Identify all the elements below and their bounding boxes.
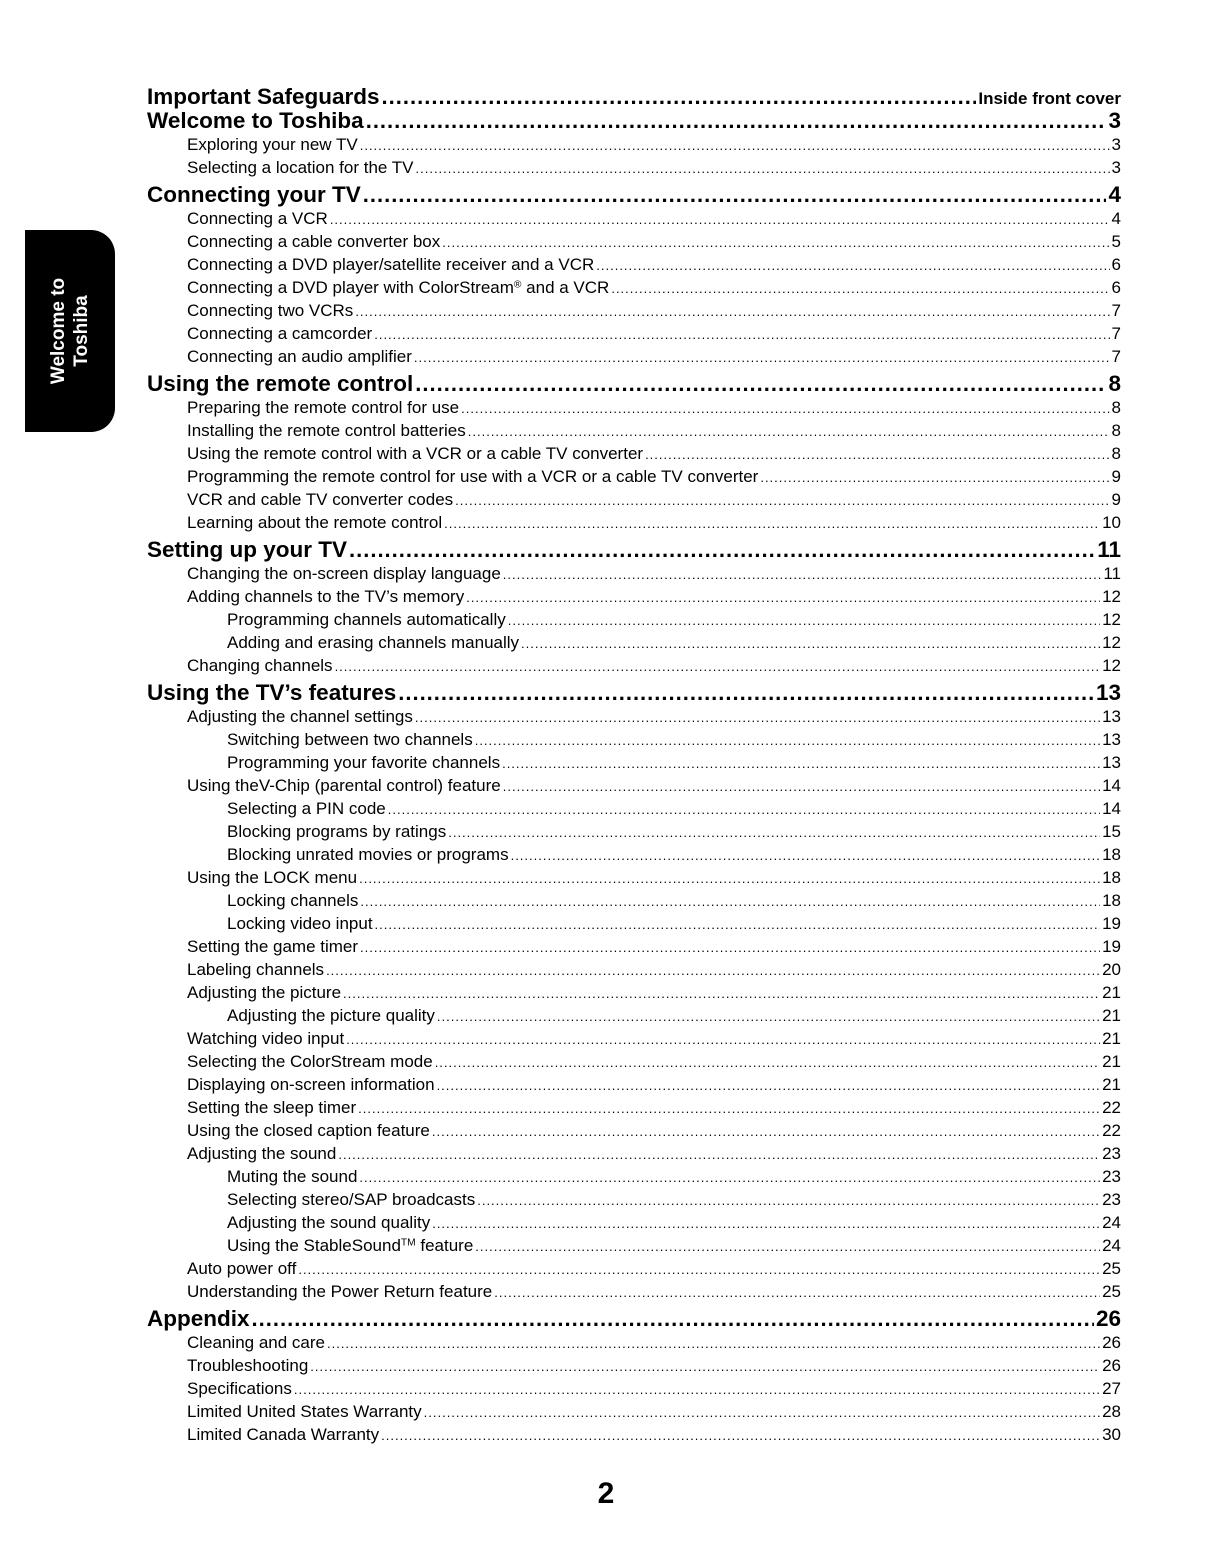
toc-leader-dots <box>475 1235 1100 1258</box>
toc-section-page: 8 <box>1108 371 1121 396</box>
toc-entry-title <box>227 843 509 866</box>
side-tab-line-2: Toshiba <box>71 295 92 367</box>
toc-entry-title <box>187 1050 433 1073</box>
toc-entry-title <box>187 253 594 276</box>
toc-entry-limited-united-states-warranty[interactable] <box>147 1400 1121 1423</box>
toc-entry-setting-the-sleep-timer[interactable] <box>147 1096 1121 1119</box>
toc-entry-title <box>187 511 442 534</box>
toc-entry-connecting-an-audio-amplifier[interactable] <box>147 345 1121 368</box>
toc-entry-title-text: Labeling channels <box>187 960 325 979</box>
toc-entry-title-text: Selecting a location for the TV <box>187 158 414 177</box>
toc-leader-dots <box>363 183 1107 206</box>
toc-entry-selecting-a-location-for-the-tv[interactable] <box>147 156 1121 179</box>
toc-entry-installing-the-remote-control-batteries[interactable] <box>147 419 1121 442</box>
toc-entry-title <box>187 1119 430 1142</box>
toc-leader-dots <box>442 231 1109 254</box>
toc-entry-title-text: Blocking programs by ratings <box>227 822 447 841</box>
toc-entry-title-text: Connecting two VCRs <box>187 301 354 320</box>
toc-leader-dots <box>511 844 1101 867</box>
table-of-contents <box>147 85 1121 1446</box>
toc-entry-page: 6 <box>1111 278 1121 297</box>
toc-entry-page: 12 <box>1102 610 1121 629</box>
toc-entry-title <box>227 751 500 774</box>
toc-entry-page: 4 <box>1111 209 1121 228</box>
toc-leader-dots <box>415 372 1106 395</box>
toc-entry-muting-the-sound[interactable] <box>147 1165 1121 1188</box>
toc-entry-page: 15 <box>1102 822 1121 841</box>
toc-entry-title-text: Adjusting the sound quality <box>227 1213 431 1232</box>
toc-entry-connecting-a-dvd-player-with-colorstream-and-a-vcr[interactable] <box>147 276 1121 299</box>
toc-entry-title <box>187 1257 296 1280</box>
toc-entry-adjusting-the-sound-quality[interactable] <box>147 1211 1121 1234</box>
toc-entry-limited-canada-warranty[interactable] <box>147 1423 1121 1446</box>
toc-entry-title-text: Setting the game timer <box>187 937 359 956</box>
toc-leader-dots <box>358 1097 1100 1120</box>
toc-entry-page: 24 <box>1102 1236 1121 1255</box>
toc-entry-title-text: Connecting a VCR <box>187 209 328 228</box>
toc-entry-selecting-the-colorstream-mode[interactable] <box>147 1050 1121 1073</box>
toc-entry-title-text: Limited United States Warranty <box>187 1402 422 1421</box>
toc-entry-title-text: Switching between two channels <box>227 730 473 749</box>
toc-entry-title <box>227 912 373 935</box>
toc-entry-page: 3 <box>1111 158 1121 177</box>
toc-entry-page: 24 <box>1102 1213 1121 1232</box>
toc-leader-dots <box>343 982 1100 1005</box>
toc-leader-dots <box>375 913 1101 936</box>
toc-entry-title <box>187 465 758 488</box>
toc-entry-blocking-unrated-movies-or-programs[interactable] <box>147 843 1121 866</box>
toc-entry-title-text: Programming the remote control for use with a VCR or a cable TV converter <box>187 467 759 486</box>
toc-entry-exploring-your-new-tv[interactable] <box>147 133 1121 156</box>
toc-entry-title <box>187 396 459 419</box>
toc-section-using-the-tv-s-features[interactable] <box>147 681 1121 705</box>
toc-entry-title <box>187 322 372 345</box>
toc-section-page: Inside front cover <box>978 89 1121 108</box>
toc-section-setting-up-your-tv[interactable] <box>147 538 1121 562</box>
toc-entry-title <box>227 631 519 654</box>
toc-leader-dots <box>327 1332 1100 1355</box>
toc-entry-page: 14 <box>1102 799 1121 818</box>
toc-entry-title <box>187 442 643 465</box>
toc-entry-page: 21 <box>1102 1029 1121 1048</box>
toc-entry-title-text: Adjusting the channel settings <box>187 707 413 726</box>
toc-entry-title <box>187 276 609 299</box>
toc-entry-page: 21 <box>1102 1075 1121 1094</box>
toc-leader-dots <box>503 775 1100 798</box>
toc-entry-page: 10 <box>1102 513 1121 532</box>
toc-entry-title-text: Using the remote control with a VCR or a cable TV converter <box>187 444 644 463</box>
toc-entry-page: 12 <box>1102 633 1121 652</box>
toc-entry-page: 13 <box>1102 753 1121 772</box>
toc-entry-title-text: Installing the remote control batteries <box>187 421 466 440</box>
toc-section-page: 4 <box>1108 182 1121 207</box>
page-number: 2 <box>597 1477 615 1510</box>
toc-leader-dots <box>359 1166 1100 1189</box>
toc-leader-dots <box>760 466 1109 489</box>
side-tab-line-1: Welcome to <box>48 277 69 385</box>
toc-entry-superscript: ® <box>513 279 522 291</box>
toc-entry-title-text: Changing channels <box>187 656 333 675</box>
toc-entry-page: 20 <box>1102 960 1121 979</box>
toc-leader-dots <box>330 208 1110 231</box>
toc-entry-title <box>187 488 453 511</box>
toc-entry-title-text: Blocking unrated movies or programs <box>227 845 509 864</box>
toc-entry-title-text: Connecting a DVD player with ColorStream <box>187 278 514 297</box>
toc-entry-title-text: Learning about the remote control <box>187 513 443 532</box>
toc-entry-page: 25 <box>1102 1259 1121 1278</box>
toc-section-title: Setting up your TV <box>147 537 347 562</box>
toc-entry-title-rest: feature <box>415 1236 474 1255</box>
toc-entry-page: 8 <box>1111 398 1121 417</box>
toc-entry-locking-channels[interactable] <box>147 889 1121 912</box>
toc-entry-page: 23 <box>1102 1190 1121 1209</box>
toc-leader-dots <box>335 655 1101 678</box>
toc-entry-title-text: Exploring your new TV <box>187 135 358 154</box>
toc-leader-dots <box>502 752 1100 775</box>
toc-entry-title-text: Changing the on-screen display language <box>187 564 501 583</box>
toc-entry-connecting-two-vcrs[interactable] <box>147 299 1121 322</box>
toc-entry-adjusting-the-picture-quality[interactable] <box>147 1004 1121 1027</box>
toc-section-title: Welcome to Toshiba <box>147 108 364 133</box>
toc-leader-dots <box>503 563 1102 586</box>
toc-entry-title-text: Connecting a cable converter box <box>187 232 441 251</box>
toc-leader-dots <box>611 277 1109 300</box>
toc-entry-page: 7 <box>1111 301 1121 320</box>
toc-leader-dots <box>346 1028 1100 1051</box>
side-tab-label <box>47 278 93 384</box>
toc-entry-title-text: Adjusting the picture quality <box>227 1006 435 1025</box>
toc-entry-troubleshooting[interactable] <box>147 1354 1121 1377</box>
toc-leader-dots <box>381 1424 1100 1447</box>
toc-entry-title <box>227 1188 475 1211</box>
toc-leader-dots <box>398 681 1094 704</box>
toc-entry-page: 9 <box>1111 467 1121 486</box>
toc-entry-connecting-a-vcr[interactable] <box>147 207 1121 230</box>
toc-entry-title <box>187 1142 336 1165</box>
toc-entry-title <box>187 230 440 253</box>
toc-entry-connecting-a-cable-converter-box[interactable] <box>147 230 1121 253</box>
toc-entry-title <box>187 1096 356 1119</box>
toc-entry-title <box>187 1280 492 1303</box>
toc-leader-dots <box>466 586 1100 609</box>
toc-section-title: Connecting your TV <box>147 182 361 207</box>
toc-entry-page: 8 <box>1111 421 1121 440</box>
toc-entry-title <box>227 797 386 820</box>
toc-entry-title-text: Adjusting the picture <box>187 983 342 1002</box>
toc-entry-title-text: Setting the sleep timer <box>187 1098 357 1117</box>
toc-entry-title <box>227 820 446 843</box>
toc-leader-dots <box>414 346 1110 369</box>
toc-section-title: Using the remote control <box>147 371 414 396</box>
toc-leader-dots <box>477 1189 1100 1212</box>
toc-entry-adding-channels-to-the-tv-s-memory[interactable] <box>147 585 1121 608</box>
toc-entry-page: 13 <box>1102 730 1121 749</box>
toc-leader-dots <box>521 632 1100 655</box>
toc-leader-dots <box>432 1120 1100 1143</box>
toc-leader-dots <box>360 936 1100 959</box>
toc-entry-title-text: Using the LOCK menu <box>187 868 358 887</box>
toc-entry-page: 11 <box>1103 564 1121 583</box>
toc-entry-selecting-a-pin-code[interactable] <box>147 797 1121 820</box>
toc-entry-changing-the-on-screen-display-language[interactable] <box>147 562 1121 585</box>
toc-entry-title <box>187 1423 379 1446</box>
toc-entry-title <box>187 958 324 981</box>
toc-entry-page: 19 <box>1102 937 1121 956</box>
toc-entry-page: 22 <box>1102 1121 1121 1140</box>
toc-entry-title-text: Understanding the Power Return feature <box>187 1282 493 1301</box>
toc-entry-page: 6 <box>1111 255 1121 274</box>
toc-entry-preparing-the-remote-control-for-use[interactable] <box>147 396 1121 419</box>
toc-entry-adjusting-the-sound[interactable] <box>147 1142 1121 1165</box>
toc-section-connecting-your-tv[interactable] <box>147 183 1121 207</box>
toc-entry-displaying-on-screen-information[interactable] <box>147 1073 1121 1096</box>
toc-entry-title <box>187 981 341 1004</box>
toc-section-appendix[interactable] <box>147 1307 1121 1331</box>
toc-leader-dots <box>596 254 1109 277</box>
toc-entry-title-text: Locking video input <box>227 914 373 933</box>
toc-entry-page: 18 <box>1102 891 1121 910</box>
toc-entry-title <box>187 1400 422 1423</box>
toc-entry-title-text: Connecting an audio amplifier <box>187 347 412 366</box>
toc-entry-title-text: Locking channels <box>227 891 359 910</box>
toc-entry-title <box>227 1165 357 1188</box>
toc-leader-dots <box>435 1051 1100 1074</box>
toc-entry-title <box>227 608 506 631</box>
toc-entry-title <box>187 345 412 368</box>
toc-entry-using-the-closed-caption-feature[interactable] <box>147 1119 1121 1142</box>
toc-entry-title-text: Selecting a PIN code <box>227 799 386 818</box>
toc-leader-dots <box>437 1074 1101 1097</box>
toc-entry-page: 21 <box>1102 1052 1121 1071</box>
toc-entry-watching-video-input[interactable] <box>147 1027 1121 1050</box>
toc-section-page: 26 <box>1095 1306 1121 1331</box>
toc-entry-using-the-stablesound-feature[interactable] <box>147 1234 1121 1257</box>
toc-section-using-the-remote-control[interactable] <box>147 372 1121 396</box>
toc-section-welcome-to-toshiba[interactable] <box>147 109 1121 133</box>
toc-leader-dots <box>388 798 1100 821</box>
toc-entry-title-text: VCR and cable TV converter codes <box>187 490 454 509</box>
toc-entry-page: 28 <box>1102 1402 1121 1421</box>
toc-entry-title-text: Cleaning and care <box>187 1333 325 1352</box>
toc-entry-page: 25 <box>1102 1282 1121 1301</box>
toc-entry-page: 12 <box>1102 587 1121 606</box>
toc-entry-adjusting-the-channel-settings[interactable] <box>147 705 1121 728</box>
toc-leader-dots <box>359 867 1100 890</box>
toc-entry-switching-between-two-channels[interactable] <box>147 728 1121 751</box>
toc-leader-dots <box>382 85 977 108</box>
toc-entry-setting-the-game-timer[interactable] <box>147 935 1121 958</box>
toc-leader-dots <box>437 1005 1100 1028</box>
toc-leader-dots <box>416 157 1110 180</box>
toc-entry-title-text: Using theV-Chip (parental control) feature <box>187 776 501 795</box>
toc-entry-page: 14 <box>1102 776 1121 795</box>
toc-entry-title-text: Watching video input <box>187 1029 345 1048</box>
toc-leader-dots <box>468 420 1110 443</box>
toc-entry-page: 13 <box>1102 707 1121 726</box>
toc-entry-page: 3 <box>1111 135 1121 154</box>
toc-section-page: 13 <box>1095 680 1121 705</box>
toc-entry-title-text: Preparing the remote control for use <box>187 398 460 417</box>
toc-section-title: Important Safeguards <box>147 84 380 109</box>
toc-entry-title <box>227 1234 473 1257</box>
toc-entry-page: 12 <box>1102 656 1121 675</box>
toc-entry-page: 27 <box>1102 1379 1121 1398</box>
toc-entry-title <box>187 1073 435 1096</box>
toc-entry-title <box>187 705 413 728</box>
toc-leader-dots <box>355 300 1109 323</box>
toc-entry-title <box>187 299 353 322</box>
toc-leader-dots <box>360 890 1100 913</box>
toc-entry-programming-your-favorite-channels[interactable] <box>147 751 1121 774</box>
toc-entry-understanding-the-power-return-feature[interactable] <box>147 1280 1121 1303</box>
toc-section-page: 3 <box>1108 108 1121 133</box>
toc-entry-page: 30 <box>1102 1425 1121 1444</box>
toc-entry-title <box>227 728 473 751</box>
toc-entry-using-thev-chip-parental-control-feature[interactable] <box>147 774 1121 797</box>
toc-leader-dots <box>366 109 1107 132</box>
toc-leader-dots <box>494 1281 1100 1304</box>
toc-entry-page: 7 <box>1111 324 1121 343</box>
toc-leader-dots <box>252 1307 1094 1330</box>
toc-section-important-safeguards[interactable] <box>147 85 1121 109</box>
toc-leader-dots <box>349 538 1095 561</box>
toc-entry-title <box>187 1354 308 1377</box>
toc-entry-title <box>187 585 464 608</box>
toc-entry-blocking-programs-by-ratings[interactable] <box>147 820 1121 843</box>
toc-entry-vcr-and-cable-tv-converter-codes[interactable] <box>147 488 1121 511</box>
toc-entry-title-text: Connecting a DVD player/satellite receiver and a VCR <box>187 255 595 274</box>
toc-entry-page: 23 <box>1102 1167 1121 1186</box>
toc-entry-title-text: Selecting the ColorStream mode <box>187 1052 433 1071</box>
toc-entry-title <box>187 935 358 958</box>
toc-entry-title <box>187 207 328 230</box>
toc-entry-title <box>187 866 357 889</box>
toc-entry-connecting-a-camcorder[interactable] <box>147 322 1121 345</box>
toc-entry-title <box>187 419 466 442</box>
toc-entry-using-the-remote-control-with-a-vcr-or-a-cable-tv-converter[interactable] <box>147 442 1121 465</box>
toc-leader-dots <box>475 729 1100 752</box>
section-side-tab <box>25 230 115 432</box>
toc-entry-connecting-a-dvd-player-satellite-receiver-and-a-vcr[interactable] <box>147 253 1121 276</box>
toc-entry-page: 26 <box>1102 1356 1121 1375</box>
toc-entry-title-rest: and a VCR <box>521 278 610 297</box>
toc-entry-title-text: Adjusting the sound <box>187 1144 337 1163</box>
toc-entry-title-text: Limited Canada Warranty <box>187 1425 380 1444</box>
toc-leader-dots <box>455 489 1109 512</box>
toc-leader-dots <box>432 1212 1100 1235</box>
toc-entry-page: 22 <box>1102 1098 1121 1117</box>
toc-entry-title-text: Specifications <box>187 1379 292 1398</box>
toc-entry-page: 18 <box>1102 845 1121 864</box>
toc-entry-page: 7 <box>1111 347 1121 366</box>
toc-section-title: Using the TV’s features <box>147 680 397 705</box>
toc-entry-title-text: Adding and erasing channels manually <box>227 633 520 652</box>
toc-entry-specifications[interactable] <box>147 1377 1121 1400</box>
toc-leader-dots <box>448 821 1100 844</box>
toc-entry-title <box>227 1211 430 1234</box>
toc-entry-learning-about-the-remote-control[interactable] <box>147 511 1121 534</box>
toc-entry-title-text: Muting the sound <box>227 1167 358 1186</box>
toc-entry-title <box>187 133 358 156</box>
toc-entry-using-the-lock-menu[interactable] <box>147 866 1121 889</box>
toc-entry-page: 19 <box>1102 914 1121 933</box>
toc-entry-selecting-stereo-sap-broadcasts[interactable] <box>147 1188 1121 1211</box>
toc-leader-dots <box>326 959 1100 982</box>
toc-leader-dots <box>374 323 1109 346</box>
toc-entry-title-text: Displaying on-screen information <box>187 1075 435 1094</box>
toc-entry-title-text: Using the StableSound <box>227 1236 401 1255</box>
toc-leader-dots <box>424 1401 1100 1424</box>
toc-section-title: Appendix <box>147 1306 250 1331</box>
toc-leader-dots <box>298 1258 1100 1281</box>
toc-entry-title-text: Programming your favorite channels <box>227 753 501 772</box>
toc-entry-title-text: Using the closed caption feature <box>187 1121 430 1140</box>
toc-entry-title <box>187 1377 292 1400</box>
toc-entry-adjusting-the-picture[interactable] <box>147 981 1121 1004</box>
toc-entry-page: 5 <box>1111 232 1121 251</box>
toc-leader-dots <box>294 1378 1100 1401</box>
toc-entry-title-text: Troubleshooting <box>187 1356 309 1375</box>
toc-entry-changing-channels[interactable] <box>147 654 1121 677</box>
toc-entry-title <box>187 562 501 585</box>
toc-entry-page: 23 <box>1102 1144 1121 1163</box>
toc-leader-dots <box>360 134 1110 157</box>
toc-section-page: 11 <box>1097 537 1121 562</box>
toc-leader-dots <box>508 609 1100 632</box>
toc-entry-title <box>227 889 358 912</box>
toc-entry-superscript: TM <box>400 1237 416 1249</box>
toc-entry-title <box>187 774 501 797</box>
toc-leader-dots <box>444 512 1100 535</box>
toc-entry-page: 26 <box>1102 1333 1121 1352</box>
toc-entry-locking-video-input[interactable] <box>147 912 1121 935</box>
toc-entry-page: 21 <box>1102 983 1121 1002</box>
toc-entry-title <box>227 1004 435 1027</box>
toc-entry-title-text: Programming channels automatically <box>227 610 506 629</box>
toc-entry-page: 8 <box>1111 444 1121 463</box>
toc-leader-dots <box>338 1143 1100 1166</box>
toc-entry-title-text: Connecting a camcorder <box>187 324 373 343</box>
toc-entry-title-text: Selecting stereo/SAP broadcasts <box>227 1190 476 1209</box>
toc-entry-programming-the-remote-control-for-use-with-a-vcr-or-a-cable-tv-converter[interactable] <box>147 465 1121 488</box>
toc-entry-cleaning-and-care[interactable] <box>147 1331 1121 1354</box>
toc-entry-title <box>187 1331 325 1354</box>
toc-leader-dots <box>310 1355 1100 1378</box>
toc-entry-auto-power-off[interactable] <box>147 1257 1121 1280</box>
toc-entry-title <box>187 1027 344 1050</box>
toc-entry-page: 9 <box>1111 490 1121 509</box>
toc-entry-title <box>187 654 333 677</box>
toc-leader-dots <box>415 706 1100 729</box>
toc-entry-programming-channels-automatically[interactable] <box>147 608 1121 631</box>
toc-entry-labeling-channels[interactable] <box>147 958 1121 981</box>
toc-entry-title <box>187 156 414 179</box>
toc-leader-dots <box>461 397 1109 420</box>
toc-entry-title-text: Auto power off <box>187 1259 297 1278</box>
toc-entry-page: 21 <box>1102 1006 1121 1025</box>
toc-entry-title-text: Adding channels to the TV’s memory <box>187 587 465 606</box>
toc-entry-page: 18 <box>1102 868 1121 887</box>
toc-entry-adding-and-erasing-channels-manually[interactable] <box>147 631 1121 654</box>
toc-leader-dots <box>645 443 1109 466</box>
